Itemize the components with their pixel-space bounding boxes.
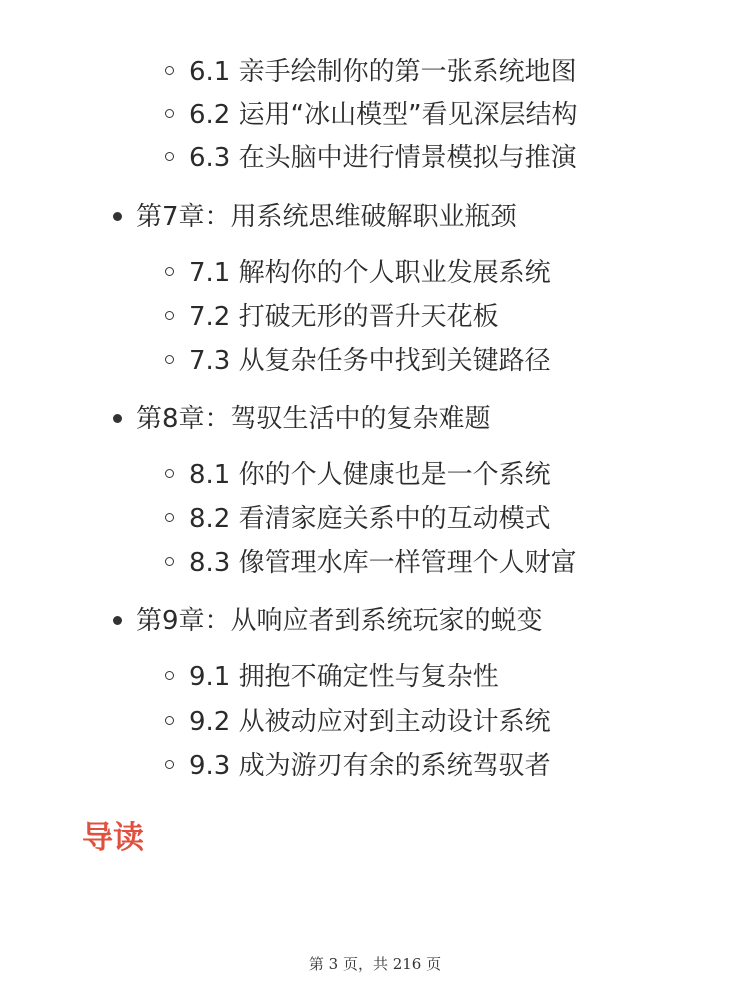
section-heading: 导读: [82, 820, 144, 856]
toc-item-label: 9.2 从被动应对到主动设计系统: [189, 707, 551, 737]
hollow-bullet-icon: [165, 469, 174, 478]
toc-item-label: 7.1 解构你的个人职业发展系统: [189, 258, 551, 288]
filled-bullet-icon: [113, 212, 122, 221]
toc-item-9-2[interactable]: [189, 705, 551, 739]
filled-bullet-icon: [113, 616, 122, 625]
toc-item-8-3[interactable]: [189, 546, 577, 580]
toc-item-6-1[interactable]: [189, 55, 577, 89]
hollow-bullet-icon: [165, 355, 174, 364]
hollow-bullet-icon: [165, 109, 174, 118]
hollow-bullet-icon: [165, 671, 174, 680]
toc-chapter-9[interactable]: [136, 604, 543, 638]
toc-item-label: 9.1 拥抱不确定性与复杂性: [189, 662, 499, 692]
toc-item-6-3[interactable]: [189, 141, 577, 175]
toc-item-label: 6.3 在头脑中进行情景模拟与推演: [189, 143, 577, 173]
toc-item-label: 6.2 运用“冰山模型”看见深层结构: [189, 100, 578, 130]
toc-item-label: 7.2 打破无形的晋升天花板: [189, 302, 499, 332]
hollow-bullet-icon: [165, 513, 174, 522]
hollow-bullet-icon: [165, 557, 174, 566]
hollow-bullet-icon: [165, 267, 174, 276]
toc-item-label: 7.3 从复杂任务中找到关键路径: [189, 346, 551, 376]
toc-item-8-1[interactable]: [189, 458, 551, 492]
toc-item-label: 8.3 像管理水库一样管理个人财富: [189, 548, 577, 578]
toc-item-8-2[interactable]: [189, 502, 551, 536]
toc-item-7-1[interactable]: [189, 256, 551, 290]
hollow-bullet-icon: [165, 760, 174, 769]
toc-chapter-8[interactable]: [136, 402, 491, 436]
hollow-bullet-icon: [165, 152, 174, 161]
toc-item-label: 6.1 亲手绘制你的第一张系统地图: [189, 57, 577, 87]
toc-item-7-2[interactable]: [189, 300, 499, 334]
toc-chapter-label: 第7章：用系统思维破解职业瓶颈: [136, 202, 517, 232]
toc-item-9-3[interactable]: [189, 749, 551, 783]
toc-item-9-1[interactable]: [189, 660, 499, 694]
toc-chapter-7[interactable]: [136, 200, 517, 234]
toc-item-label: 8.2 看清家庭关系中的互动模式: [189, 504, 551, 534]
toc-chapter-label: 第9章：从响应者到系统玩家的蜕变: [136, 606, 543, 636]
hollow-bullet-icon: [165, 66, 174, 75]
page-number-footer: 第 3 页，共 216 页: [308, 955, 442, 973]
toc-item-6-2[interactable]: [189, 98, 578, 132]
toc-item-label: 8.1 你的个人健康也是一个系统: [189, 460, 551, 490]
toc-item-label: 9.3 成为游刃有余的系统驾驭者: [189, 751, 551, 781]
filled-bullet-icon: [113, 414, 122, 423]
hollow-bullet-icon: [165, 311, 174, 320]
toc-chapter-label: 第8章：驾驭生活中的复杂难题: [136, 404, 491, 434]
hollow-bullet-icon: [165, 716, 174, 725]
toc-item-7-3[interactable]: [189, 344, 551, 378]
